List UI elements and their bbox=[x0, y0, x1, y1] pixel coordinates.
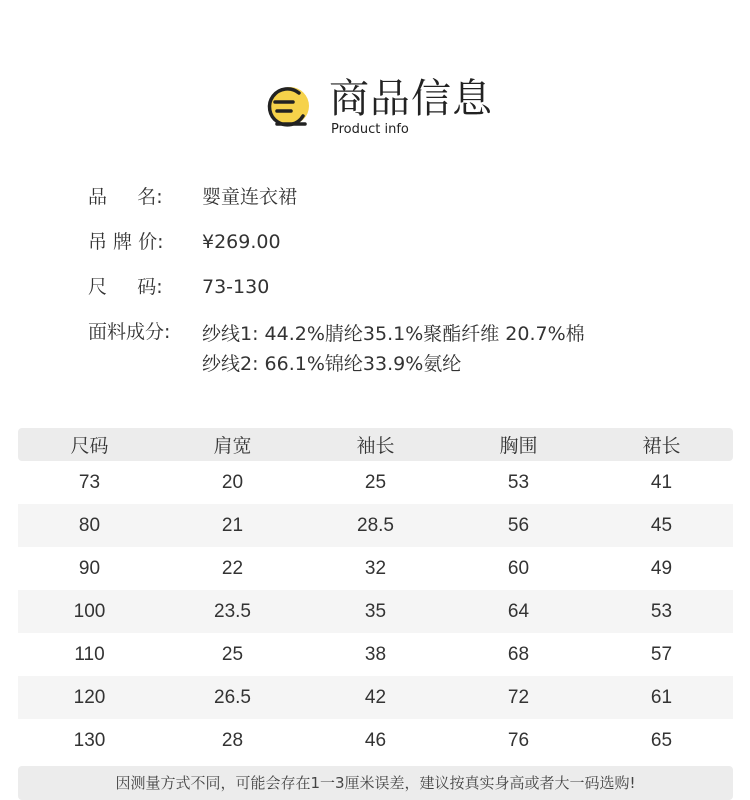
table-cell: 32 bbox=[364, 557, 387, 579]
info-value: 婴童连衣裙 bbox=[202, 186, 298, 208]
table-cell: 22 bbox=[221, 557, 244, 579]
document-lines-icon bbox=[263, 84, 313, 128]
table-cell: 25 bbox=[364, 471, 387, 493]
table-cell: 41 bbox=[650, 471, 673, 493]
info-value: 73-130 bbox=[202, 276, 270, 298]
table-row bbox=[18, 547, 733, 590]
table-row bbox=[18, 590, 733, 633]
table-row bbox=[18, 633, 733, 676]
info-row-price bbox=[88, 229, 728, 256]
table-cell: 80 bbox=[78, 514, 101, 536]
table-cell: 42 bbox=[364, 686, 387, 708]
table-row bbox=[18, 719, 733, 762]
table-cell: 61 bbox=[650, 686, 673, 708]
fabric-line: 纱线2: 66.1%锦纶33.9%氨纶 bbox=[202, 353, 462, 375]
size-table bbox=[18, 428, 733, 762]
table-row bbox=[18, 461, 733, 504]
table-cell: 45 bbox=[650, 514, 673, 536]
column-header: 尺码 bbox=[70, 435, 109, 457]
table-cell: 76 bbox=[507, 729, 530, 751]
page-title: 商品信息 bbox=[329, 76, 493, 122]
table-cell: 72 bbox=[507, 686, 530, 708]
table-row bbox=[18, 676, 733, 719]
table-cell: 28.5 bbox=[357, 514, 394, 536]
page-subtitle: Product info bbox=[331, 122, 409, 137]
table-cell: 56 bbox=[507, 514, 530, 536]
info-label: 品 名: bbox=[88, 186, 163, 208]
column-header: 袖长 bbox=[356, 435, 395, 457]
table-cell: 53 bbox=[650, 600, 673, 622]
table-cell: 21 bbox=[221, 514, 244, 536]
fabric-line: 纱线1: 44.2%腈纶35.1%聚酯纤维 20.7%棉 bbox=[202, 323, 585, 345]
table-cell: 68 bbox=[507, 643, 530, 665]
info-row-fabric bbox=[88, 319, 728, 379]
info-row-name bbox=[88, 184, 728, 211]
table-cell: 49 bbox=[650, 557, 673, 579]
product-info-list bbox=[88, 184, 728, 397]
info-value bbox=[202, 319, 728, 379]
table-cell: 65 bbox=[650, 729, 673, 751]
column-header: 肩宽 bbox=[213, 435, 252, 457]
column-header: 裙长 bbox=[642, 435, 681, 457]
table-cell: 38 bbox=[364, 643, 387, 665]
table-cell: 110 bbox=[74, 643, 105, 665]
table-cell: 25 bbox=[221, 643, 244, 665]
table-body bbox=[18, 461, 733, 762]
table-row bbox=[18, 504, 733, 547]
info-row-size bbox=[88, 274, 728, 301]
table-cell: 28 bbox=[221, 729, 244, 751]
table-cell: 53 bbox=[507, 471, 530, 493]
table-header-row bbox=[18, 428, 733, 461]
table-cell: 60 bbox=[507, 557, 530, 579]
table-cell: 57 bbox=[650, 643, 673, 665]
info-label: 吊 牌 价: bbox=[88, 231, 164, 253]
table-cell: 46 bbox=[364, 729, 387, 751]
product-info-header bbox=[263, 74, 563, 144]
table-cell: 120 bbox=[73, 686, 106, 708]
table-cell: 26.5 bbox=[214, 686, 251, 708]
table-cell: 35 bbox=[364, 600, 387, 622]
measurement-note: 因测量方式不同，可能会存在1一3厘米误差，建议按真实身高或者大一码选购! bbox=[18, 766, 733, 800]
info-label: 面料成分: bbox=[88, 321, 171, 343]
table-cell: 130 bbox=[73, 729, 106, 751]
column-header: 胸围 bbox=[499, 435, 538, 457]
table-cell: 23.5 bbox=[214, 600, 251, 622]
info-label: 尺 码: bbox=[88, 276, 163, 298]
table-cell: 73 bbox=[78, 471, 101, 493]
info-value: ¥269.00 bbox=[202, 231, 281, 253]
table-cell: 90 bbox=[78, 557, 101, 579]
table-cell: 64 bbox=[507, 600, 530, 622]
table-cell: 100 bbox=[73, 600, 106, 622]
table-cell: 20 bbox=[221, 471, 244, 493]
